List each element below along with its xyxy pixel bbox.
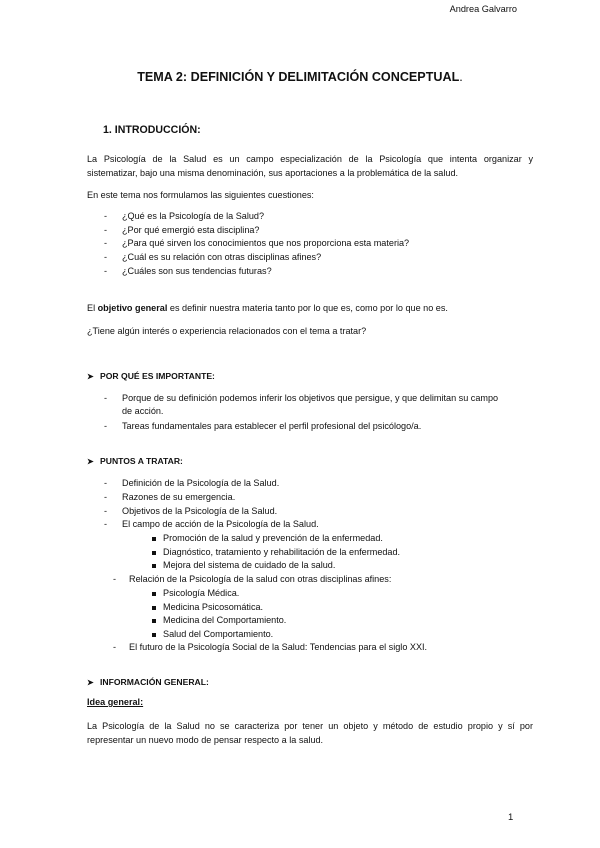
general-info-line-1: La Psicología de la Salud no se caracteriza por tener un objeto y método de estudio propio y sí por xyxy=(87,721,533,731)
list-item xyxy=(104,224,107,238)
question-item-3: ¿Para qué sirven los conocimientos que nos proporciona esta materia? xyxy=(122,238,410,248)
dash-bullet-icon: - xyxy=(104,393,108,403)
general-info-line-2: representar un nuevo modo de pensar respecto a la salud. xyxy=(87,735,324,745)
importance-item-1-line-1: Porque de su definición podemos inferir los objetivos que persigue, y que delimitan su campo xyxy=(122,393,499,403)
point-item-1: Definición de la Psicología de la Salud. xyxy=(122,478,280,488)
importance-heading-text: POR QUÉ ES IMPORTANTE: xyxy=(100,371,215,381)
square-bullet-icon xyxy=(152,564,156,568)
list-item xyxy=(113,641,116,655)
dash-bullet-icon: - xyxy=(113,642,117,652)
arrow-bullet-icon: ➤ xyxy=(87,678,94,687)
objective-bold: objetivo general xyxy=(97,303,168,313)
question-item-2: ¿Por qué emergió esta disciplina? xyxy=(122,225,260,235)
points-heading-text: PUNTOS A TRATAR: xyxy=(100,456,183,466)
point-item-4: El campo de acción de la Psicología de la Salud. xyxy=(122,519,319,529)
section-heading-importance xyxy=(87,371,215,381)
square-bullet-icon xyxy=(152,606,156,610)
dash-bullet-icon: - xyxy=(104,266,108,276)
field-subitem-3: Mejora del sistema de cuidado de la salud. xyxy=(163,560,336,570)
square-bullet-icon xyxy=(152,551,156,555)
point-item-3: Objetivos de la Psicología de la Salud. xyxy=(122,506,278,516)
general-info-paragraph xyxy=(87,719,533,747)
dash-bullet-icon: - xyxy=(104,519,108,529)
arrow-bullet-icon: ➤ xyxy=(87,372,94,381)
objective-sentence xyxy=(87,303,448,313)
square-bullet-icon xyxy=(152,537,156,541)
relation-subitem-3: Medicina del Comportamiento. xyxy=(163,615,287,625)
section-heading-general-info xyxy=(87,677,209,687)
dash-bullet-icon: - xyxy=(113,574,117,584)
list-item xyxy=(104,210,107,224)
dash-bullet-icon: - xyxy=(104,238,108,248)
intro-paragraph xyxy=(87,152,533,180)
section-heading-introduction: 1. INTRODUCCIÓN: xyxy=(103,124,201,136)
author-name: Andrea Galvarro xyxy=(449,4,517,14)
list-item xyxy=(104,392,107,406)
point-item-2: Razones de su emergencia. xyxy=(122,492,236,502)
list-item xyxy=(113,573,116,587)
list-item xyxy=(104,251,107,265)
dash-bullet-icon: - xyxy=(104,421,108,431)
intro-paragraph-line-2: sistematizar, bajo una misma denominación, sus aportaciones a la problemática de la salud. xyxy=(87,168,459,178)
dash-bullet-icon: - xyxy=(104,211,108,221)
general-info-heading-text: INFORMACIÓN GENERAL: xyxy=(100,677,209,687)
relation-subitem-2: Medicina Psicosomática. xyxy=(163,602,264,612)
dash-bullet-icon: - xyxy=(104,478,108,488)
page-title xyxy=(0,70,600,84)
field-subitem-2: Diagnóstico, tratamiento y rehabilitación de la enfermedad. xyxy=(163,547,401,557)
objective-rest: es definir nuestra materia tanto por lo que es, como por lo que no es. xyxy=(167,303,448,313)
interest-question: ¿Tiene algún interés o experiencia relacionados con el tema a tratar? xyxy=(87,326,367,336)
importance-item-2: Tareas fundamentales para establecer el perfil profesional del psicólogo/a. xyxy=(122,421,422,431)
page-title-text: TEMA 2: DEFINICIÓN Y DELIMITACIÓN CONCEPTUAL xyxy=(137,70,460,84)
question-item-1: ¿Qué es la Psicología de la Salud? xyxy=(122,211,265,221)
importance-item-1-line-2: de acción. xyxy=(122,406,164,416)
general-idea-subheading: Idea general: xyxy=(87,697,144,707)
arrow-bullet-icon: ➤ xyxy=(87,457,94,466)
question-item-4: ¿Cuál es su relación con otras disciplinas afines? xyxy=(122,252,322,262)
field-subitem-1: Promoción de la salud y prevención de la enfermedad. xyxy=(163,533,383,543)
list-item xyxy=(104,491,107,505)
relation-subitem-4: Salud del Comportamiento. xyxy=(163,629,274,639)
list-item xyxy=(104,420,107,434)
list-item xyxy=(104,237,107,251)
dash-bullet-icon: - xyxy=(104,252,108,262)
intro-paragraph-line-1: La Psicología de la Salud es un campo especialización de la Psicología que intenta organizar y xyxy=(87,154,533,164)
list-item xyxy=(104,505,107,519)
objective-prefix: El xyxy=(87,303,98,313)
relation-subitem-1: Psicología Médica. xyxy=(163,588,240,598)
dash-bullet-icon: - xyxy=(104,492,108,502)
page-title-dot: . xyxy=(459,70,463,84)
list-item xyxy=(104,265,107,279)
question-item-5: ¿Cuáles son sus tendencias futuras? xyxy=(122,266,272,276)
section-heading-points xyxy=(87,456,183,466)
future-item: El futuro de la Psicología Social de la Salud: Tendencias para el siglo XXI. xyxy=(129,642,428,652)
square-bullet-icon xyxy=(152,619,156,623)
square-bullet-icon xyxy=(152,592,156,596)
questions-intro: En este tema nos formulamos las siguientes cuestiones: xyxy=(87,190,314,200)
square-bullet-icon xyxy=(152,633,156,637)
relation-item: Relación de la Psicología de la salud con otras disciplinas afines: xyxy=(129,574,392,584)
dash-bullet-icon: - xyxy=(104,506,108,516)
dash-bullet-icon: - xyxy=(104,225,108,235)
list-item xyxy=(104,518,107,532)
list-item xyxy=(104,477,107,491)
page-number: 1 xyxy=(508,812,514,823)
